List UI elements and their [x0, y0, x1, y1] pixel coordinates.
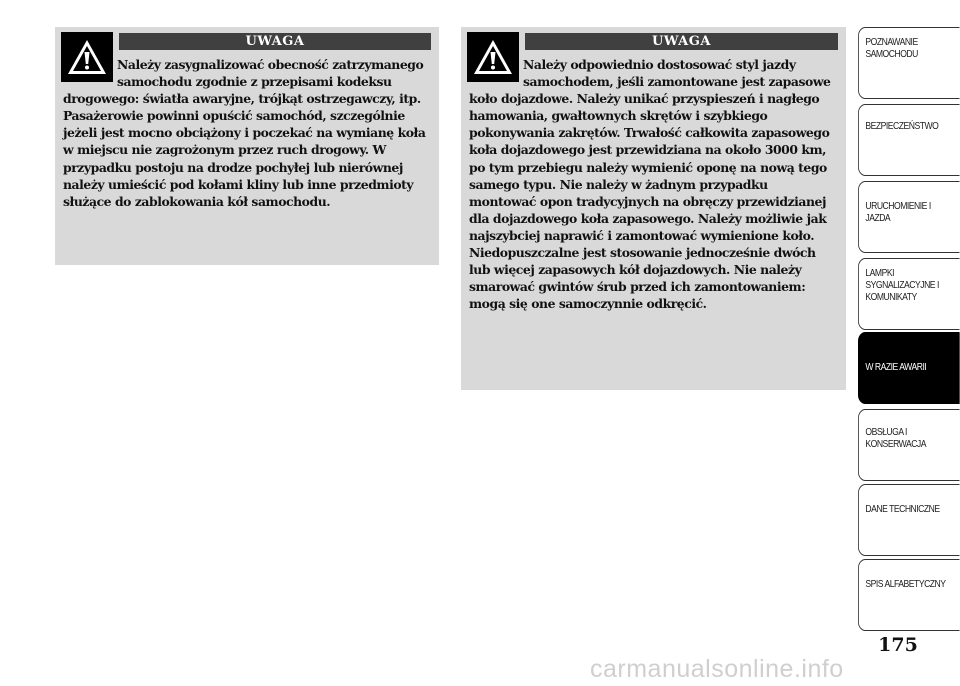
warning-text: Należy zasygnalizować obecność zatrzymanego samochodu zgodnie z przepisami kodeksu drogowego: światła awaryjne, trójkąt ostrzegawczy, itp. Pasażerowie powinni opuścić samochód, szczególnie jeżeli jest mocno obciążony i poczekać na wymianę koła w miejscu nie zagrożonym przez ruch drogowy. W przypadku postoju na drodze pochyłej lub nierównej należy umieścić pod kołami kliny lub inne przedmioty służące do zablokowania kół samochodu. [63, 57, 426, 209]
tab-uruchomienie-i-jazda[interactable] [858, 181, 960, 253]
tab-poznawanie-samochodu[interactable] [858, 27, 960, 99]
warning-box-1 [55, 27, 439, 265]
tab-label: POZNAWANIE SAMOCHODU [865, 36, 918, 60]
tab-label: OBSŁUGA I KONSERWACJA [865, 426, 926, 450]
page-number: 175 [878, 634, 918, 656]
tab-label: URUCHOMIENIE I JAZDA [865, 200, 931, 224]
tab-dane-techniczne[interactable] [858, 484, 960, 556]
warning-text: Należy odpowiednio dostosować styl jazdy samochodem, jeśli zamontowane jest zapasowe koło dojazdowe. Należy unikać przyspieszeń i nagłego hamowania, gwałtownych skrętów i szybkiego pokonywania zakrętów. Trwałość całkowita zapasowego koła dojazdowego jest przewidziana na około 3000 km, po tym przebiegu należy wymienić oponę na nową tego samego typu. Nie należy w żadnym przypadku montować opon tradycyjnych na obręczy przewidzianej dla dojazdowego koła zapasowego. Należy możliwie jak najszybciej naprawić i zamontować wymienione koło. Niedopuszczalne jest stosowanie jednocześnie dwóch lub więcej zapasowych kół dojazdowych. Nie należy smarować gwintów śrub przed ich zamontowaniem: mogą się one samoczynnie odkręcić. [469, 57, 831, 312]
tab-obsluga-i-konserwacja[interactable] [858, 409, 960, 481]
tab-lampki-sygnalizacyjne[interactable] [858, 258, 960, 330]
warning-header: UWAGA [119, 33, 431, 50]
tab-label: SPIS ALFABETYCZNY [865, 578, 946, 590]
tab-label: DANE TECHNICZNE [865, 503, 940, 515]
tab-spis-alfabetyczny[interactable] [858, 559, 960, 631]
tab-label: W RAZIE AWARII [865, 361, 927, 373]
tab-w-razie-awarii[interactable] [858, 332, 960, 404]
tab-label: BEZPIECZEŃSTWO [865, 120, 939, 132]
tab-label: LAMPKI SYGNALIZACYJNE I KOMUNIKATY [865, 267, 939, 303]
warning-header: UWAGA [525, 33, 838, 50]
watermark: carmanualsonline.info [590, 655, 844, 683]
warning-box-2 [461, 27, 846, 390]
tab-bezpieczenstwo[interactable] [858, 104, 960, 176]
